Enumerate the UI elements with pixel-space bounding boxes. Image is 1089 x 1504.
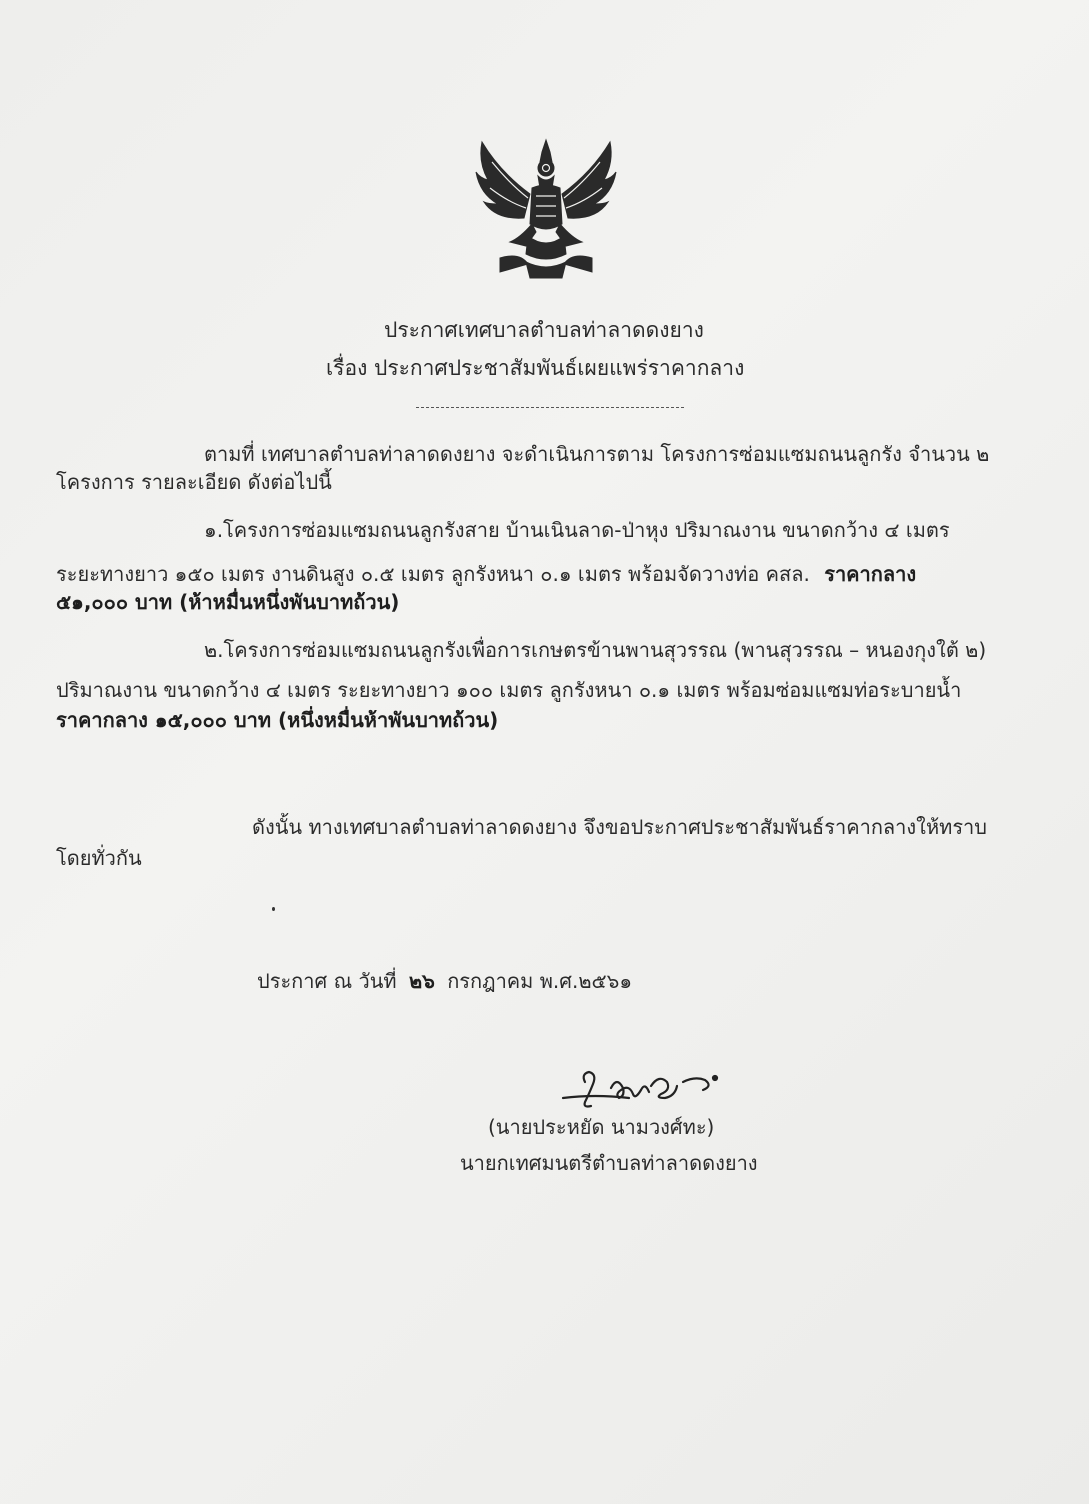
item-1-line-1: ๑.โครงการซ่อมแซมถนนลูกรังสาย บ้านเนินลาด-ป่าหุง ปริมาณงาน ขนาดกว้าง ๔ เมตร <box>204 518 950 542</box>
announcement-date <box>257 968 632 994</box>
closing-line-1: ดังนั้น ทางเทศบาลตำบลท่าลาดดงยาง จึงขอประกาศประชาสัมพันธ์ราคากลางให้ทราบ <box>252 815 987 839</box>
intro-line-2: โครงการ รายละเอียด ดังต่อไปนี้ <box>56 470 332 494</box>
item-2-line-2: ปริมาณงาน ขนาดกว้าง ๔ เมตร ระยะทางยาว ๑๐๐ เมตร ลูกรังหนา ๐.๑ เมตร พร้อมซ่อมแซมท่อระบายน้ำ <box>56 678 962 702</box>
item-2-line-1: ๒.โครงการซ่อมแซมถนนลูกรังเพื่อการเกษตรข้านพานสุวรรณ (พานสุวรรณ – หนองกุงใต้ ๒) <box>204 638 987 662</box>
item-1-price-label: ราคากลาง <box>824 562 917 586</box>
item-2-price: ราคากลาง ๑๕,๐๐๐ บาท (หนึ่งหมื่นห้าพันบาทถ้วน) <box>56 708 499 732</box>
date-day: ๒๖ <box>408 969 435 993</box>
ink-speck <box>272 907 275 911</box>
document-title: ประกาศเทศบาลตำบลท่าลาดดงยาง <box>384 318 704 342</box>
item-1-line-2 <box>56 561 916 587</box>
intro-line-1: ตามที่ เทศบาลตำบลท่าลาดดงยาง จะดำเนินการตาม โครงการซ่อมแซมถนนลูกรัง จำนวน ๒ <box>204 442 990 466</box>
title-separator <box>416 407 684 408</box>
date-prefix: ประกาศ ณ วันที่ <box>257 969 397 993</box>
date-month-year: กรกฎาคม พ.ศ.๒๕๖๑ <box>447 969 633 993</box>
garuda-emblem-icon <box>470 132 622 284</box>
item-1-price: ๕๑,๐๐๐ บาท (ห้าหมื่นหนึ่งพันบาทถ้วน) <box>56 590 400 614</box>
closing-line-2: โดยทั่วกัน <box>56 846 142 870</box>
handwritten-signature <box>555 1068 730 1116</box>
document-subject: เรื่อง ประกาศประชาสัมพันธ์เผยแพร่ราคากลาง <box>326 356 745 380</box>
signatory-name: (นายประหยัด นามวงศ์ทะ) <box>488 1115 715 1139</box>
item-1-details: ระยะทางยาว ๑๕๐ เมตร งานดินสูง ๐.๕ เมตร ลูกรังหนา ๐.๑ เมตร พร้อมจัดวางท่อ คสล. <box>56 562 810 586</box>
signatory-position: นายกเทศมนตรีตำบลท่าลาดดงยาง <box>460 1151 758 1175</box>
